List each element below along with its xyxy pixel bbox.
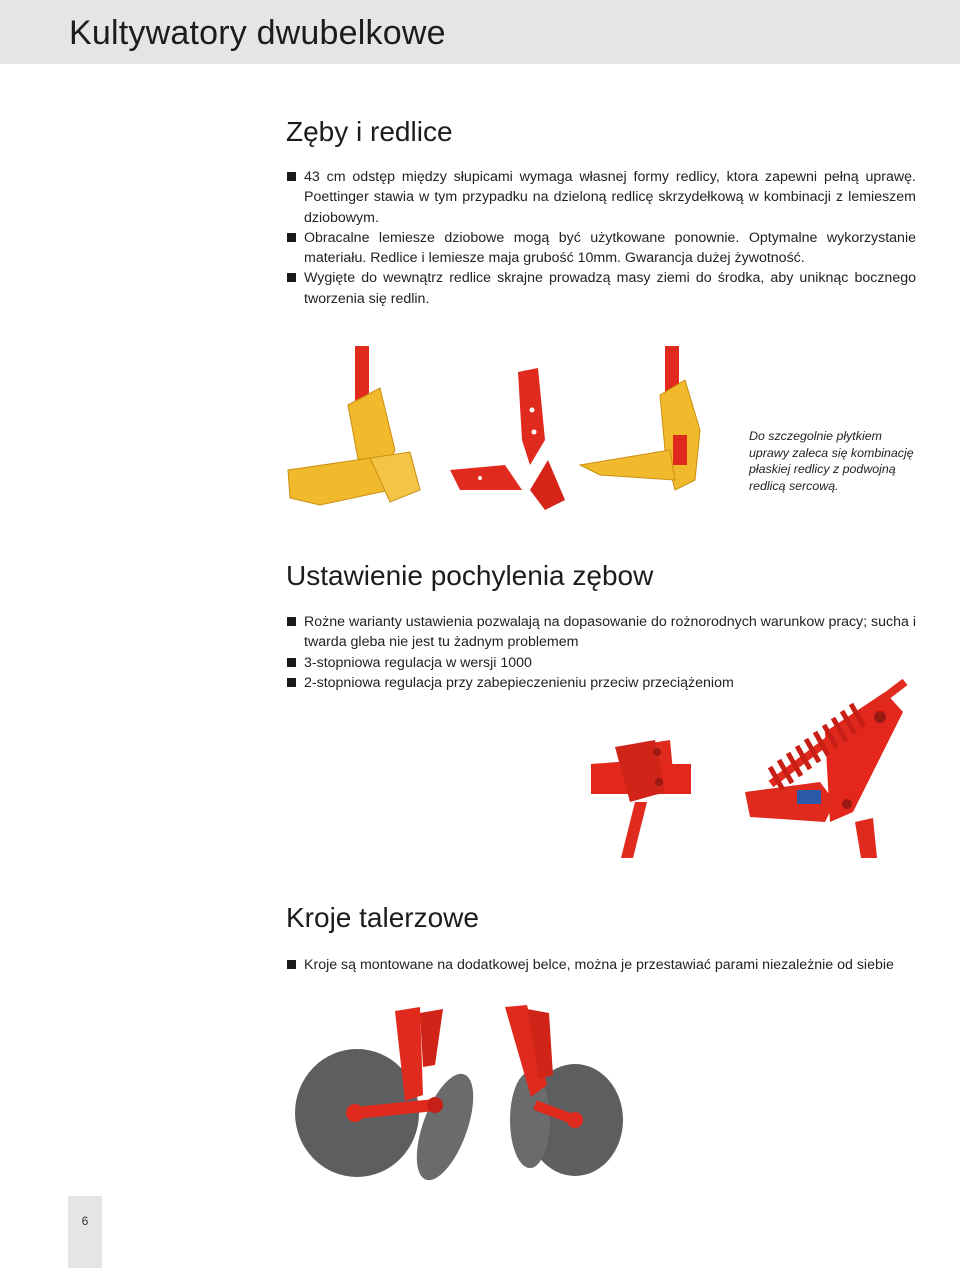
section-heading-teeth: Zęby i redlice bbox=[286, 116, 453, 147]
list-item: Kroje są montowane na dodatkowej belce, można je przestawiać parami niezależnie od siebie bbox=[286, 955, 916, 975]
page-title: Kultywatory dwubelkowe bbox=[69, 14, 446, 52]
list-item: Rożne warianty ustawienia pozwalają na dopasowanie do rożnorodnych warunkow pracy; sucha i twarda gleba nie jest tu żadnym problemem bbox=[286, 612, 916, 653]
page-number: 6 bbox=[81, 1214, 89, 1228]
list-item: 2-stopniowa regulacja przy zabepieczenieniu przeciw przeciążeniom bbox=[286, 673, 916, 693]
shares-caption: Do szczegolnie płytkiem uprawy zaleca się kombinację płaskiej redlicy z podwojną redlicą sercową. bbox=[749, 429, 914, 493]
tine-adjustment-illustration bbox=[585, 672, 925, 862]
bullet-square-icon bbox=[287, 273, 296, 282]
disc-coulters-bullet-list bbox=[286, 955, 916, 975]
section-heading-tine-angle: Ustawienie pochylenia zębow bbox=[286, 560, 654, 591]
bullet-square-icon bbox=[287, 233, 296, 242]
bullet-square-icon bbox=[287, 678, 296, 687]
bullet-square-icon bbox=[287, 960, 296, 969]
page-number-tab bbox=[68, 1196, 102, 1268]
disc-coulters-illustration bbox=[295, 1005, 625, 1185]
list-item: 43 cm odstęp między słupicami wymaga własnej formy redlicy, ktora zapewni pełną uprawę. Poettinger stawia w tym przypadku na dzieloną redlicę skrzydełkową w kombinacji z lemieszem dziobowym. bbox=[286, 167, 916, 228]
list-item: Wygięte do wewnątrz redlice skrajne prowadzą masy ziemi do środka, aby uniknąc bocznego tworzenia się redlin. bbox=[286, 268, 916, 309]
list-item: Obracalne lemiesze dziobowe mogą być użytkowane ponownie. Optymalne wykorzystanie materiału. Redlice i lemiesze maja grubość 10mm. Gwarancja dużej żywotność. bbox=[286, 228, 916, 269]
teeth-bullet-list bbox=[286, 167, 916, 309]
shares-illustration bbox=[260, 340, 730, 530]
list-item: 3-stopniowa regulacja w wersji 1000 bbox=[286, 653, 916, 673]
section-heading-disc-coulters: Kroje talerzowe bbox=[286, 902, 479, 933]
bullet-square-icon bbox=[287, 172, 296, 181]
bullet-square-icon bbox=[287, 658, 296, 667]
bullet-square-icon bbox=[287, 617, 296, 626]
